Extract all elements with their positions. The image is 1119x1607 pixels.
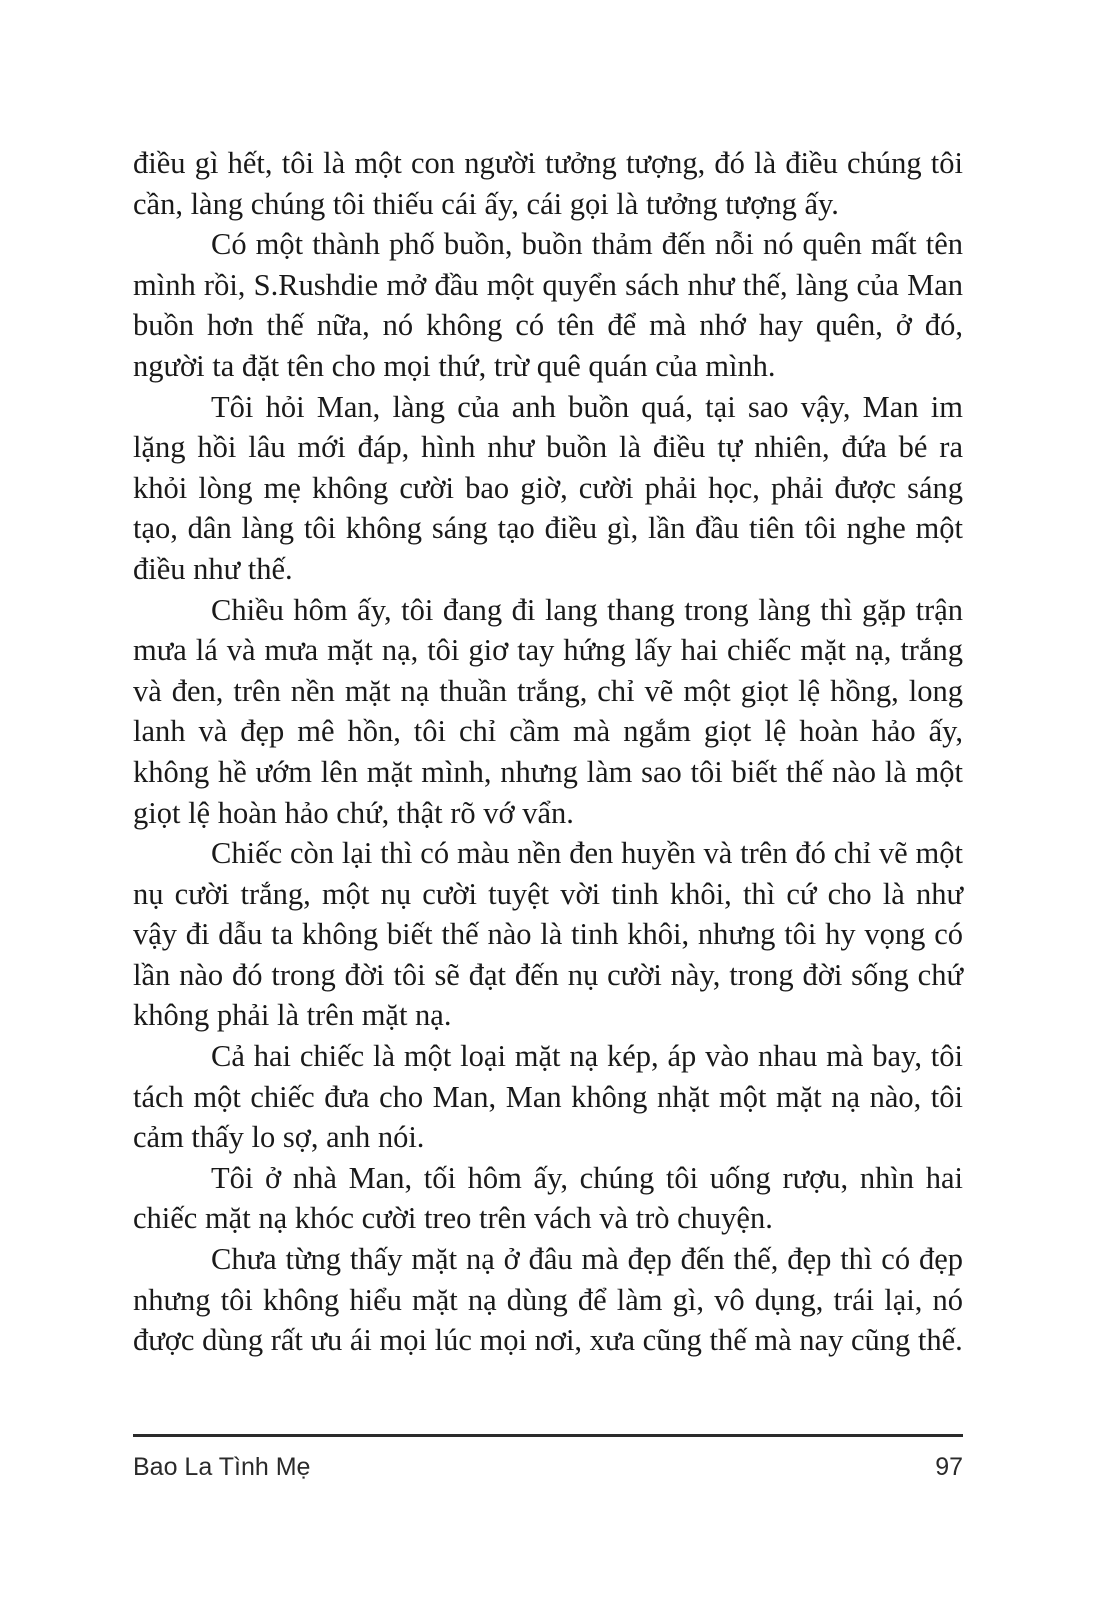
- paragraph: Có một thành phố buồn, buồn thảm đến nỗi nó quên mất tên mình rồi, S.Rushdie mở đầu một quyển sách như thế, làng của Man buồn hơn thế nữa, nó không có tên để mà nhớ hay quên, ở đó, người ta đặt tên cho mọi thứ, trừ quê quán của mình.: [133, 227, 963, 383]
- page-number: 97: [935, 1453, 963, 1481]
- paragraph: Tôi ở nhà Man, tối hôm ấy, chúng tôi uống rượu, nhìn hai chiếc mặt nạ khóc cười treo trên vách và trò chuyện.: [133, 1160, 963, 1236]
- paragraph: Chiều hôm ấy, tôi đang đi lang thang trong làng thì gặp trận mưa lá và mưa mặt nạ, tôi giơ tay hứng lấy hai chiếc mặt nạ, trắng và đen, trên nền mặt nạ thuần trắng, chỉ vẽ một giọt lệ hồng, long lanh và đẹp mê hồn, tôi chỉ cầm mà ngắm giọt lệ hoàn hảo ấy, không hề ướm lên mặt mình, nhưng làm sao tôi biết thế nào là một giọt lệ hoàn hảo chứ, thật rõ vớ vẩn.: [133, 592, 963, 830]
- footer-book-title: Bao La Tình Mẹ: [133, 1453, 311, 1481]
- paragraph: Chưa từng thấy mặt nạ ở đâu mà đẹp đến thế, đẹp thì có đẹp nhưng tôi không hiểu mặt nạ dùng để làm gì, vô dụng, trái lại, nó được dùng rất ưu ái mọi lúc mọi nơi, xưa cũng thế mà nay cũng thế.: [133, 1242, 963, 1358]
- paragraph-continued: điều gì hết, tôi là một con người tưởng tượng, đó là điều chúng tôi cần, làng chúng tôi thiếu cái ấy, cái gọi là tưởng tượng ấy.: [133, 146, 963, 221]
- paragraph: Tôi hỏi Man, làng của anh buồn quá, tại sao vậy, Man im lặng hồi lâu mới đáp, hình như buồn là điều tự nhiên, đứa bé ra khỏi lòng mẹ không cười bao giờ, cười phải học, phải được sáng tạo, dân làng tôi không sáng tạo điều gì, lần đầu tiên tôi nghe một điều như thế.: [133, 389, 963, 586]
- paragraph: Chiếc còn lại thì có màu nền đen huyền và trên đó chỉ vẽ một nụ cười trắng, một nụ cười tuyệt vời tinh khôi, thì cứ cho là như vậy đi dẫu ta không biết thế nào là tinh khôi, nhưng tôi hy vọng có lần nào đó trong đời tôi sẽ đạt đến nụ cười này, trong đời sống chứ không phải là trên mặt nạ.: [133, 836, 963, 1033]
- paragraph: Cả hai chiếc là một loại mặt nạ kép, áp vào nhau mà bay, tôi tách một chiếc đưa cho Man, Man không nhặt một mặt nạ nào, tôi cảm thấy lo sợ, anh nói.: [133, 1039, 963, 1155]
- body-text: [133, 143, 963, 1361]
- footer-divider: [133, 1434, 963, 1437]
